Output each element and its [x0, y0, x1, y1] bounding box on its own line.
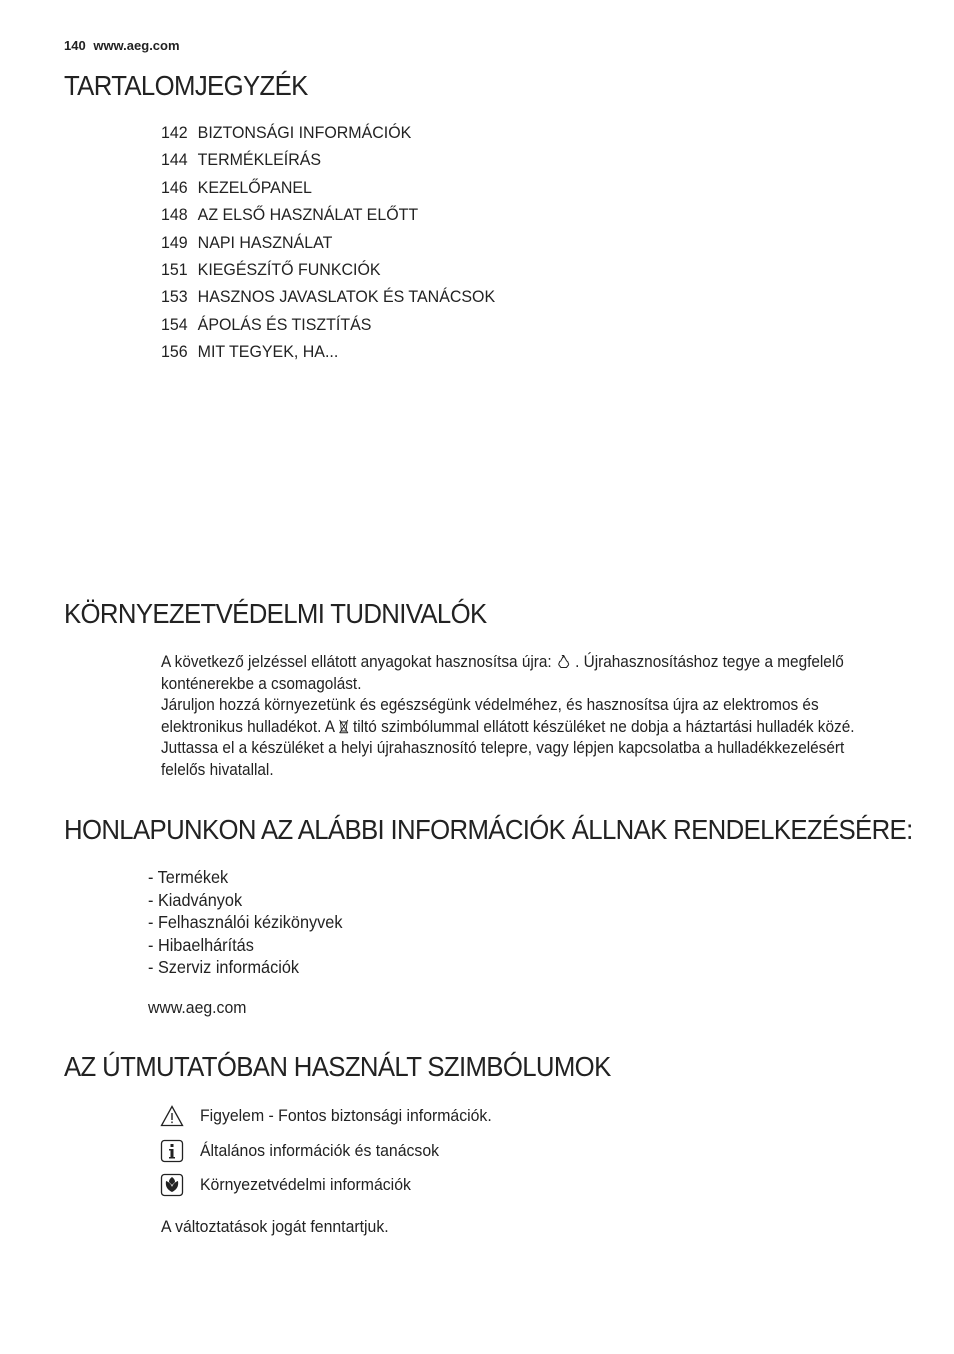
toc-page: 154: [161, 314, 188, 334]
website-list: [148, 866, 357, 979]
environment-text-part: elektronikus hulladékot. A: [161, 717, 335, 736]
environment-line: [161, 717, 868, 739]
toc-item[interactable]: [161, 176, 495, 203]
environment-line: [161, 652, 868, 674]
toc-page: 153: [161, 287, 188, 307]
toc-item[interactable]: [161, 121, 495, 148]
environment-line: konténerekbe a csomagolást.: [161, 674, 362, 693]
toc-list: [161, 121, 516, 368]
environment-title: KÖRNYEZETVÉDELMI TUDNIVALÓK: [64, 598, 487, 629]
toc-page: 148: [161, 205, 188, 225]
toc-page: 149: [161, 232, 188, 252]
environment-line: Járuljon hozzá környezetünk és egészségünk védelméhez, és hasznosítsa újra az elektromos és: [161, 696, 819, 715]
toc-page: 142: [161, 123, 188, 142]
toc-page: 156: [161, 342, 188, 362]
symbol-label: Általános információk és tanácsok: [200, 1141, 440, 1160]
website-title: HONLAPUNKON AZ ALÁBBI INFORMÁCIÓK ÁLLNAK RENDELKEZÉSÉRE:: [64, 814, 913, 845]
page-header: [64, 38, 180, 53]
symbol-row: [160, 1139, 457, 1163]
toc-page: 146: [161, 177, 188, 197]
symbol-row: [160, 1173, 427, 1197]
toc-label: ÁPOLÁS ÉS TISZTÍTÁS: [197, 314, 372, 334]
toc-title: TARTALOMJEGYZÉK: [64, 70, 308, 101]
crossed-bin-icon: [338, 719, 348, 734]
symbol-row: [160, 1104, 514, 1128]
list-item: - Hibaelhárítás: [148, 934, 254, 955]
toc-label: NAPI HASZNÁLAT: [197, 232, 333, 252]
toc-item[interactable]: [161, 231, 495, 258]
list-item: - Szerviz információk: [148, 957, 300, 978]
list-item: - Termékek: [148, 867, 229, 887]
footer-note: A változtatások jogát fenntartjuk.: [161, 1217, 389, 1236]
environment-text-part: A következő jelzéssel ellátott anyagokat hasznosítsa újra:: [161, 653, 552, 671]
toc-item[interactable]: [161, 258, 495, 285]
environment-line: Juttassa el a készüléket a helyi újrahasznosító telepre, vagy lépjen kapcsolatba a hulladékkezelésért: [161, 739, 845, 758]
toc-label: MIT TEGYEK, HA...: [197, 342, 339, 362]
website-link[interactable]: www.aeg.com: [148, 998, 247, 1017]
toc-label: TERMÉKLEÍRÁS: [197, 150, 322, 170]
info-icon: [160, 1139, 184, 1163]
list-item: - Kiadványok: [148, 889, 243, 910]
warning-triangle-icon: [160, 1104, 184, 1128]
page-number: 140: [64, 38, 86, 53]
toc-item[interactable]: [161, 285, 495, 312]
list-item: - Felhasználói kézikönyvek: [148, 912, 343, 933]
recycle-icon: [556, 654, 571, 669]
symbol-label: Figyelem - Fontos biztonsági információk.: [200, 1106, 492, 1125]
toc-item[interactable]: [161, 313, 495, 340]
toc-label: KEZELŐPANEL: [197, 177, 312, 197]
toc-page: 151: [161, 259, 188, 279]
toc-page: 144: [161, 150, 188, 170]
environment-line: felelős hivatallal.: [161, 760, 274, 779]
symbol-label: Környezetvédelmi információk: [200, 1175, 411, 1194]
symbols-title: AZ ÚTMUTATÓBAN HASZNÁLT SZIMBÓLUMOK: [64, 1051, 611, 1082]
environment-text-part: . Újrahasznosításhoz tegye a megfelelő: [575, 653, 844, 671]
toc-label: BIZTONSÁGI INFORMÁCIÓK: [197, 123, 412, 142]
environment-icon: [160, 1173, 184, 1197]
environment-text: [161, 652, 868, 782]
toc-item[interactable]: [161, 203, 495, 230]
toc-item[interactable]: [161, 340, 495, 367]
environment-text-part: tiltó szimbólummal ellátott készüléket ne dobja a háztartási hulladék közé.: [352, 717, 855, 736]
header-site: www.aeg.com: [93, 38, 180, 53]
toc-label: HASZNOS JAVASLATOK ÉS TANÁCSOK: [197, 287, 496, 307]
toc-item[interactable]: [161, 148, 495, 175]
toc-label: KIEGÉSZÍTŐ FUNKCIÓK: [197, 259, 381, 279]
toc-label: AZ ELSŐ HASZNÁLAT ELŐTT: [197, 205, 419, 225]
